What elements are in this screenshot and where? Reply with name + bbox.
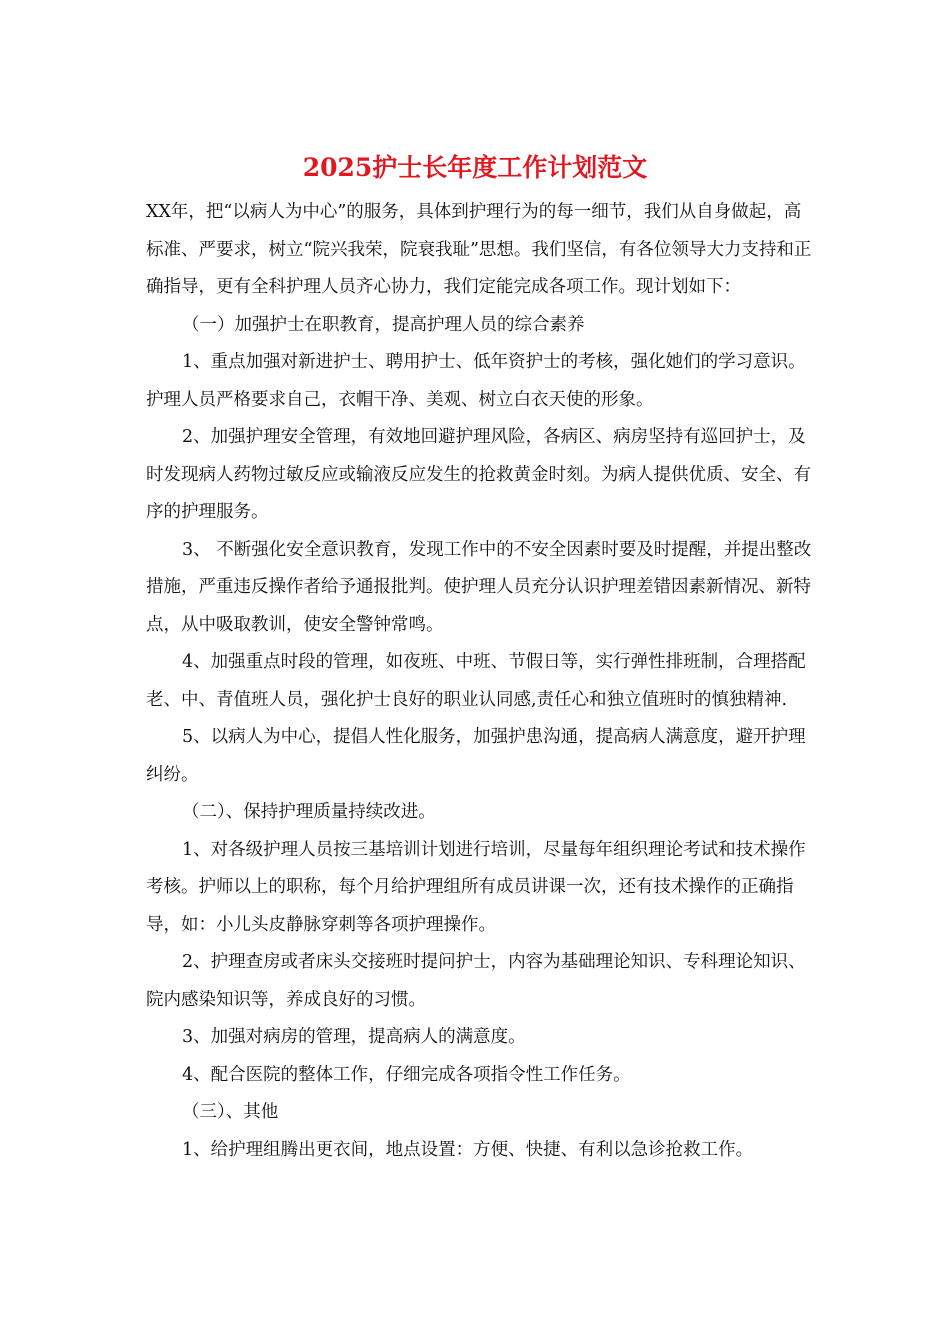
paragraph-1-1: 1、重点加强对新进护士、聘用护士、低年资护士的考核，强化她们的学习意识。护理人员严格要求自己，衣帽干净、美观、树立白衣天使的形象。 [146, 352, 806, 410]
paragraph-2-3: 3、加强对病房的管理，提高病人的满意度。 [182, 1027, 526, 1047]
section-heading-1: （一）加强护士在职教育，提高护理人员的综合素养 [182, 314, 585, 335]
paragraph-2-4: 4、配合医院的整体工作，仔细完成各项指令性工作任务。 [182, 1064, 631, 1085]
paragraph-1-2: 2、加强护理安全管理，有效地回避护理风险，各病区、病房坚持有巡回护士，及时发现病人药物过敏反应或输液反应发生的抢救黄金时刻。为病人提供优质、安全、有序的护理服务。 [146, 427, 811, 522]
section-heading-2: （二）、保持护理质量持续改进。 [182, 802, 436, 822]
paragraph-2-2: 2、护理查房或者床头交接班时提问护士，内容为基础理论知识、专科理论知识、院内感染知识等，养成良好的习惯。 [146, 952, 806, 1010]
section-heading-3: （三）、其他 [182, 1102, 279, 1122]
paragraph-1-3: 3、 不断强化安全意识教育，发现工作中的不安全因素时要及时提醒，并提出整改措施，严重违反操作者给予通报批判。使护理人员充分认识护理差错因素新情况、新特点，从中吸取教训，使安全警钟常鸣。 [146, 539, 812, 635]
paragraph-1-5: 5、以病人为中心，提倡人性化服务，加强护患沟通，提高病人满意度，避开护理纠纷。 [146, 727, 806, 785]
document-body [146, 194, 814, 1169]
intro-paragraph: XX年，把“以病人为中心”的服务，具体到护理行为的每一细节，我们从自身做起，高标准、严要求，树立“院兴我荣，院衰我耻”思想。我们坚信，有各位领导大力支持和正确指导，更有全科护理人员齐心协力，我们定能完成各项工作。现计划如下： [146, 202, 812, 297]
paragraph-2-1: 1、对各级护理人员按三基培训计划进行培训，尽量每年组织理论考试和技术操作考核。护师以上的职称，每个月给护理组所有成员讲课一次，还有技术操作的正确指导，如：小儿头皮静脉穿刺等各项护理操作。 [146, 839, 806, 935]
document-title: 2025护士长年度工作计划范文 [302, 153, 648, 182]
paragraph-1-4: 4、加强重点时段的管理，如夜班、中班、节假日等，实行弹性排班制，合理搭配老、中、青值班人员，强化护士良好的职业认同感,责任心和独立值班时的慎独精神. [146, 652, 806, 710]
paragraph-3-1: 1、给护理组腾出更衣间，地点设置：方便、快捷、有利以急诊抢救工作。 [182, 1139, 754, 1160]
